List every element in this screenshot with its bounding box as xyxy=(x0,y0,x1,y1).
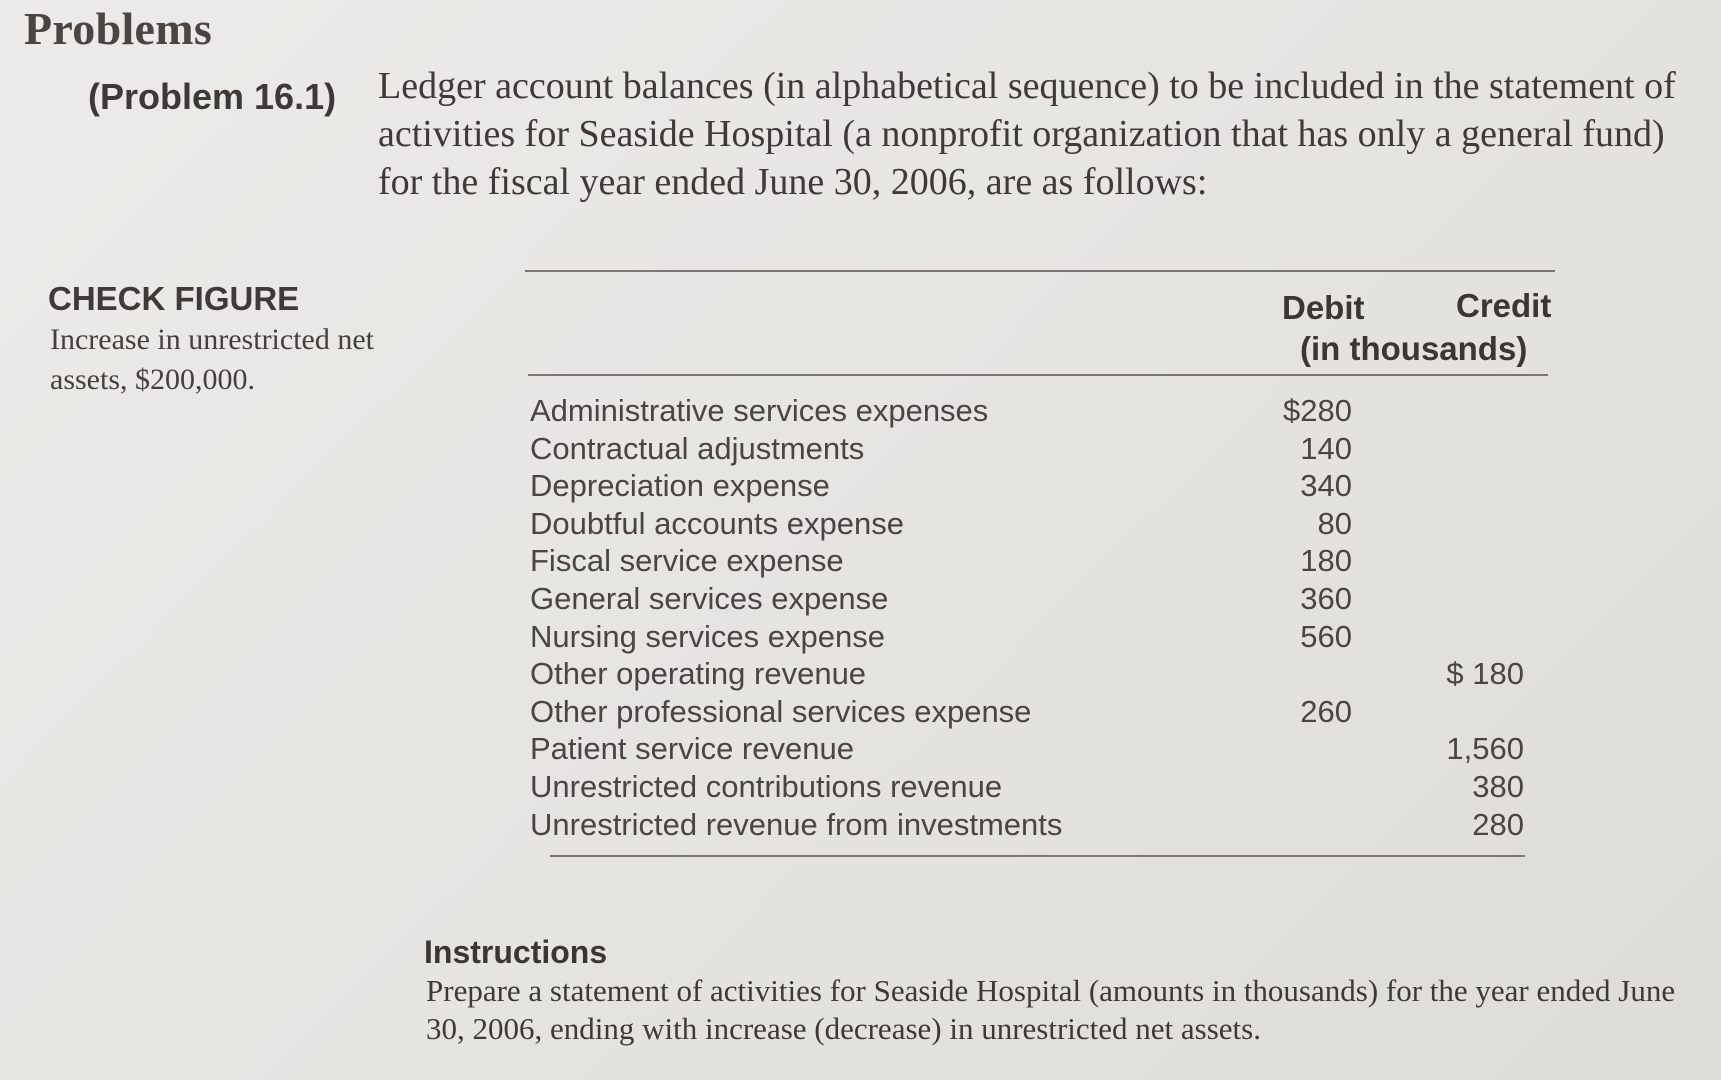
problem-statement: Ledger account balances (in alphabetical sequence) to be included in the statement of activities for Seaside Hospital (a nonprofit organization that has only a general fund) for the fiscal year ended June 30, 2006, are as follows: xyxy=(378,65,1676,203)
debit-amount: 80 xyxy=(1317,505,1352,541)
credit-column-header: Credit xyxy=(1456,287,1552,324)
table-row xyxy=(530,655,1540,693)
credit-amount: $ 180 xyxy=(1446,656,1524,692)
account-name: General services expense xyxy=(530,580,889,616)
table-row xyxy=(530,542,1540,580)
debit-amount: $280 xyxy=(1283,393,1352,428)
units-header: (in thousands) xyxy=(1300,330,1528,367)
account-name: Nursing services expense xyxy=(530,618,885,654)
table-top-rule xyxy=(525,270,1555,272)
credit-amount: 280 xyxy=(1472,806,1524,842)
debit-amount: 180 xyxy=(1300,543,1352,579)
account-name: Contractual adjustments xyxy=(530,430,865,466)
credit-amount: 1,560 xyxy=(1446,731,1524,767)
instructions-title: Instructions xyxy=(424,934,608,970)
account-name: Doubtful accounts expense xyxy=(530,505,904,541)
account-name: Unrestricted revenue from investments xyxy=(530,806,1063,842)
table-row xyxy=(530,467,1540,505)
table-row xyxy=(530,693,1540,731)
check-figure-title: CHECK FIGURE xyxy=(48,280,300,317)
table-row xyxy=(530,430,1540,468)
debit-amount: 360 xyxy=(1300,580,1352,616)
table-row xyxy=(530,806,1540,844)
instructions-text: Prepare a statement of activities for Seaside Hospital (amounts in thousands) for the year ended June 30, 2006, ending with increase (decrease) in unrestricted net assets. xyxy=(426,973,1676,1046)
debit-column-header: Debit xyxy=(1282,289,1365,326)
debit-amount: 340 xyxy=(1300,468,1352,504)
account-name: Unrestricted contributions revenue xyxy=(530,768,1003,804)
credit-amount: 380 xyxy=(1472,768,1524,804)
account-name: Other operating revenue xyxy=(530,656,867,692)
table-row xyxy=(530,505,1540,543)
check-figure-text: Increase in unrestricted net assets, $200,000. xyxy=(50,323,375,396)
debit-amount: 260 xyxy=(1300,693,1352,729)
table-row xyxy=(530,618,1540,656)
debit-amount: 560 xyxy=(1300,618,1352,654)
account-name: Fiscal service expense xyxy=(530,543,844,579)
account-name: Patient service revenue xyxy=(530,731,854,767)
account-name: Other professional services expense xyxy=(530,693,1032,729)
ledger-table xyxy=(530,392,1540,843)
table-row xyxy=(530,392,1540,430)
table-row xyxy=(530,730,1540,768)
table-header-rule xyxy=(528,374,1548,376)
table-row xyxy=(530,580,1540,618)
account-name: Administrative services expenses xyxy=(530,393,989,428)
table-bottom-rule xyxy=(550,855,1525,857)
debit-amount: 140 xyxy=(1300,430,1352,466)
problem-label: (Problem 16.1) xyxy=(88,76,337,117)
account-name: Depreciation expense xyxy=(530,468,830,504)
section-heading: Problems xyxy=(24,3,213,54)
table-row xyxy=(530,768,1540,806)
